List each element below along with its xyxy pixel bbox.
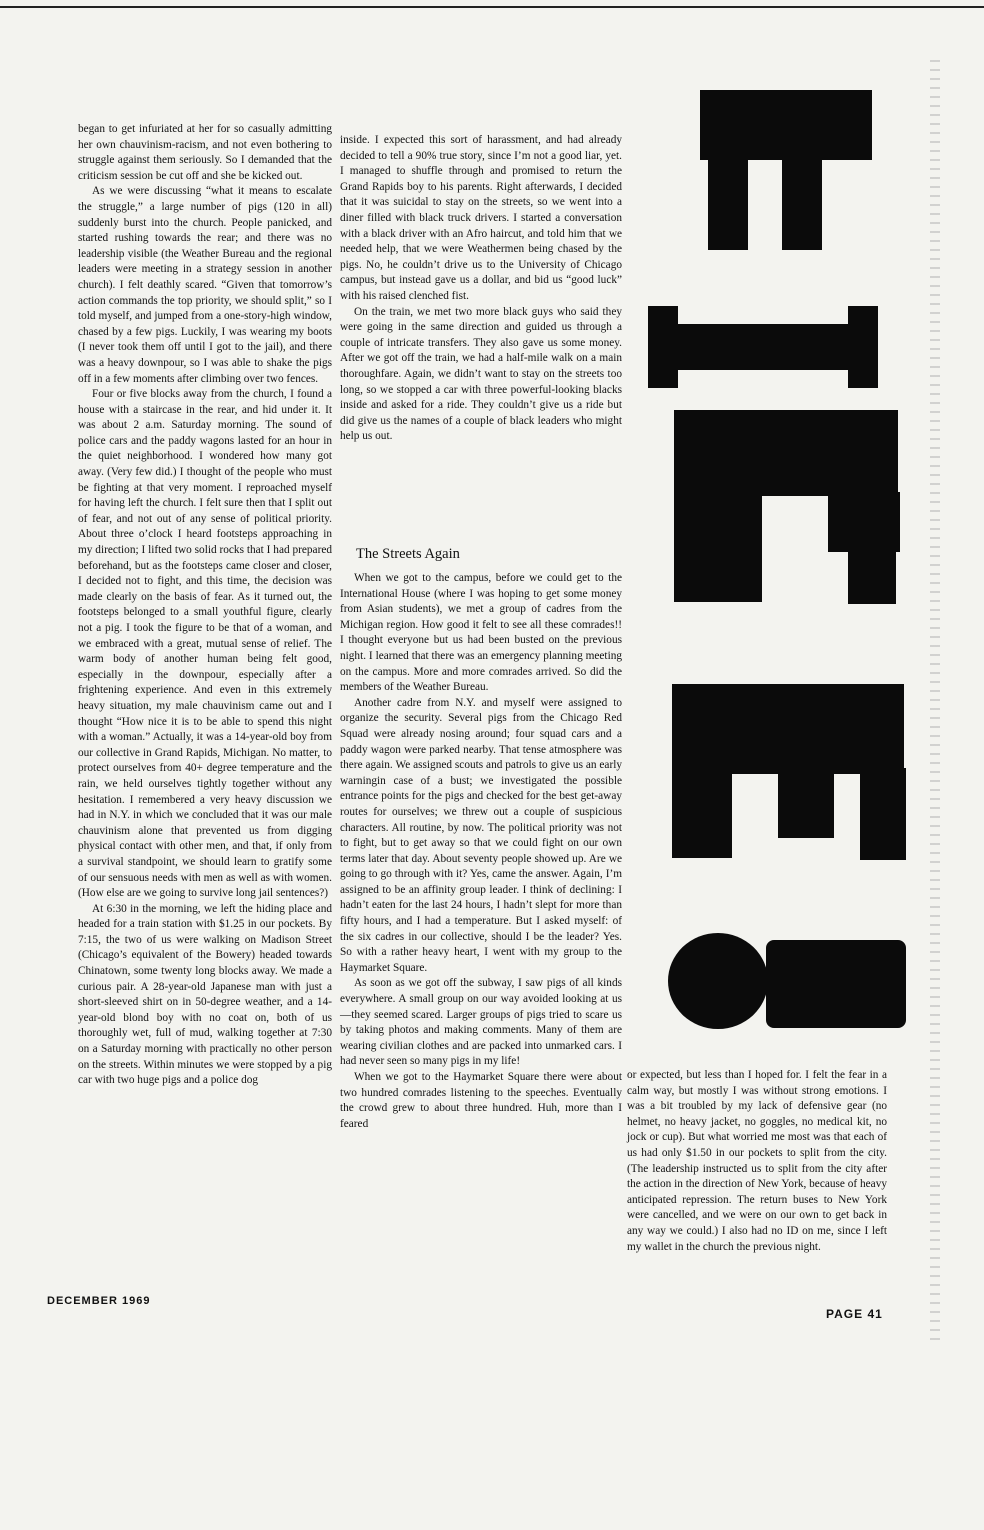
exclamation-mark bbox=[668, 933, 906, 1029]
paragraph: On the train, we met two more black guys who said they were going in the same direction and guided us through a couple of intricate transfers. They also gave us some money. After we got off the train, we had a half-mile walk on a main thoroughfare. Again, we didn’t want to stay on the streets too long, so we stopped a car with three powerful-looking blacks inside and asked for a ride. They couldn’t give us a ride but did give us the names of a couple of black leaders who might help us out. bbox=[340, 305, 622, 443]
letter-e bbox=[672, 684, 906, 860]
paragraph: As soon as we got off the subway, I saw pigs of all kinds everywhere. A small group on our way avoided looking at us—they seemed scared. Larger groups of pigs tried to scare us by taking photos and making comments. Many of them are wearing civilian clothes and are packed into unmarked cars. I had never seen so many pigs in my life! bbox=[340, 977, 622, 1068]
fire-headline-graphic bbox=[648, 88, 910, 1048]
page-number: PAGE 41 bbox=[826, 1307, 883, 1321]
section-subhead: The Streets Again bbox=[356, 546, 460, 562]
letter-f bbox=[700, 90, 872, 250]
paragraph: or expected, but less than I hoped for. I felt the fear in a calm way, but mostly I was without strong emotions. I was a bit troubled by my lack of defensive gear (no helmet, no heavy jacket, no goggles, no medical kit, no jock or cup). But what worried me most was that each of us had only $1.50 in our pockets to split from the city. (The leadership instructed us to split from the city after the action in the direction of New York, because of heavy anticipated repression. The return buses to New York were cancelled, and we were on our own to get back in any way we could.) I also had no ID on me, since I left my wallet in the church the previous night. bbox=[627, 1069, 887, 1253]
article-column-2-continued bbox=[340, 571, 622, 1132]
letter-i bbox=[648, 306, 878, 388]
paragraph: inside. I expected this sort of harassment, and had already decided to tell a 90% true story, since I’m not a good liar, yet. I managed to shuffle through and promised to return the Grand Rapids boy to his parents. Right afterwards, I decided that it was suicidal to stay on the streets, so we went into a diner filled with black truck drivers. I started a conversation with a black driver with an Afro haircut, and told him that we needed help, that we were Weathermen being chased by the pigs. No, he couldn’t drive us to the University of Chicago campus, but instead gave us a dollar, and bid us “good luck” with his raised clenched fist. bbox=[340, 134, 622, 302]
article-column-3 bbox=[627, 1068, 887, 1255]
article-column-2 bbox=[340, 133, 622, 445]
page-edge-texture bbox=[930, 60, 940, 1340]
top-rule bbox=[0, 6, 984, 8]
paragraph: When we got to the Haymarket Square there were about two hundred comrades listening to the speeches. Eventually the crowd grew to about three hundred. Huh, more than I feared bbox=[340, 1071, 622, 1130]
issue-date: DECEMBER 1969 bbox=[47, 1295, 151, 1307]
paragraph: Another cadre from N.Y. and myself were assigned to organize the security. Several pigs from the Chicago Red Squad were already nosing around; four squad cars and a paddy wagon were parked nearby. That tense atmosphere was there again. We assigned scouts and patrols to give us an early warningin case of a bust; we investigated the possible entrance points for the pigs and checked for the best get-away routes for ourselves; we threw out a couple of suspicious characters. All routine, by now. The political priority was not to fight, but to get away so that we could fight on our own terms later that day. About seventy people showed up. Are we going to go through with it? Yes, came the answer. Again, I’m assigned to be an affinity group leader. I think of declining: I hadn’t eaten for the last 24 hours, I hadn’t slept for more than fifty hours, and I had a temperature. But I asked myself: of the six cadres in our collective, should I be the leader? Yes. So with a rather heavy heart, I went with my group to the Haymarket Square. bbox=[340, 696, 622, 974]
paragraph: At 6:30 in the morning, we left the hiding place and headed for a train station with $1.25 in our pockets. By 7:15, the two of us were walking on Madison Street (Chicago’s equivalent of the Bowery) headed towards Chinatown, some twenty long blocks away. We made a curious pair. A 28-year-old Japanese man with just a short-sleeved shirt on in 50-degree weather, and a 14-year-old blond boy with no coat on, both of us thoroughly wet, full of mud, walking together at 7:30 on a Saturday morning with practically no other person on the streets. Within minutes we were stopped by a pig car with two huge pigs and a police dog bbox=[78, 902, 332, 1087]
paragraph: When we got to the campus, before we could get to the International House (where I was hoping to get some money from Asian students), we met a group of cadres from the Michigan region. How good it felt to see all these comrades!! I thought everyone but us had been busted on the previous night. I learned that there was an emergency planning meeting on the campus. More and more comrades arrived. So did the members of the Weather Bureau. bbox=[340, 572, 622, 694]
paragraph: Four or five blocks away from the church, I found a house with a staircase in the rear, and hid under it. It was about 2 a.m. Saturday morning. The sound of police cars and the paddy wagons lasted for an hour in the quiet neighborhood. I wondered how many got away. (Very few did.) I thought of the people who must be fighting at that very moment. I reproached myself for having left the church. I felt sure then that I split out of fear, and not out of any sense of political priority. About three o’clock I heard footsteps approaching in my direction; I lifted two solid rocks that I had prepared beforehand, but as the footsteps came closer and closer, I decided not to fight, and this time, the decision was made clearly on the basis of fear. As it turned out, the footsteps belonged to a small youthful figure, clearly not a pig. I took the figure to be that of a woman, and we embraced with a great, mutual sense of relief. The warm body of another human being felt good, especially in the downpour, especially after a frightening experience. And even in this extremely heavy situation, my male chauvinism came out and I thought “How nice it is to be able to spend this night with a woman.” Actually, it was a 14-year-old boy from our collective in Grand Rapids, Michigan. No matter, to protect ourselves from 40+ degree temperature and the rain, we held ourselves tightly together without any hesitation. I remembered a very heavy discussion we had in N.Y. in which we concluded that it was our male chauvinism alone that prevented us from digging physical contact with other men, and that, if only from a survival standpoint, we should learn to gratify some of our sensuous needs with men as well as with women. (How else are we going to survive long jail sentences?) bbox=[78, 388, 332, 900]
paragraph: began to get infuriated at her for so casually admitting her own chauvinism-racism, and not even bothering to struggle against them seriously. So I demanded that the criticism session be cut off and she be kicked out. bbox=[78, 123, 332, 182]
paragraph: As we were discussing “what it means to escalate the struggle,” a large number of pigs (120 in all) suddenly burst into the church. People panicked, and started rushing towards the rear; and there was no leadership visible (the Weather Bureau and the regional leaders were meeting in a strategy session in another church). I felt deathly scared. “Given that tomorrow’s action commands the top priority, we should split,” so I told myself, and jumped from a one-story-high window, chased by a few pigs. Luckily, I was wearing my boots (I never took them off until I got to the jail), and there was a heavy downpour, so I was able to shake the pigs off in a few moments after climbing over two fences. bbox=[78, 185, 332, 385]
article-column-1 bbox=[78, 122, 332, 1089]
letter-r bbox=[674, 410, 900, 604]
